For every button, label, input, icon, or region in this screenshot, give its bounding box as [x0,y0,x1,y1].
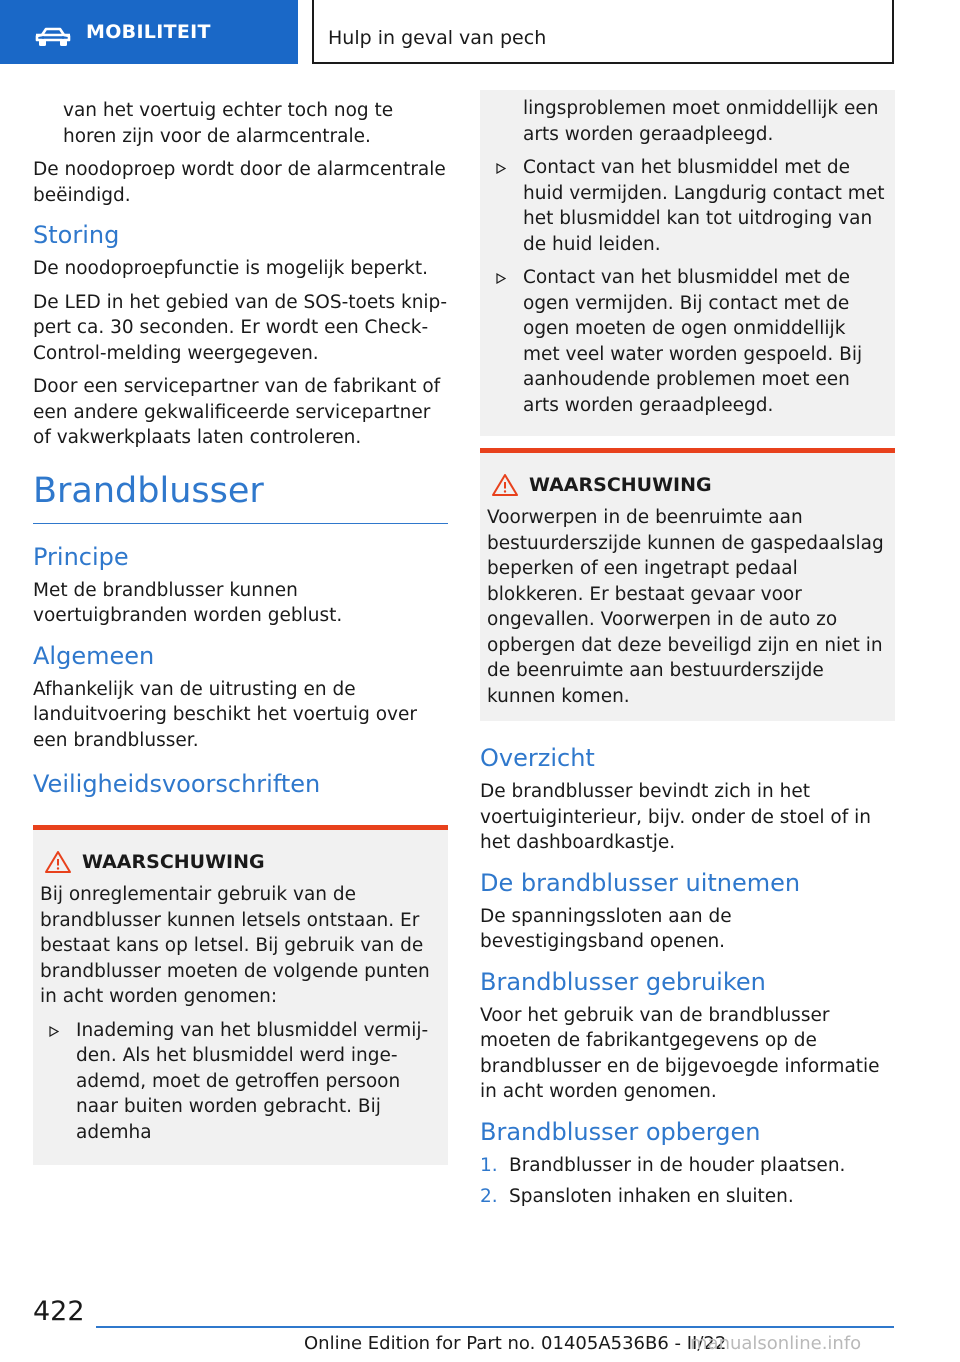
warning-box [33,825,448,1165]
continued-text: van het voertuig echter toch nog te horen zijn voor de alarmcentrale. [63,100,394,147]
subheading-gebruiken: Brandblusser gebruiken [480,967,766,996]
right-column [480,98,895,1216]
step-item: 2. Spansloten inhaken en sluiten. [480,1186,794,1207]
section-tab [0,0,298,64]
list-item: Inademing van het blusmiddel vermijden. Als het blusmiddel werd ingeademd, moet de getroffen persoon naar buiten worden gebracht. Bij ademha [40,1018,438,1146]
warning-box-continued [480,90,895,436]
subheading-veiligheid: Veiligheidsvoorschriften [33,770,321,798]
subheading-overzicht: Overzicht [480,744,595,772]
paragraph: De spanningssloten aan de bevestigingsband openen. [480,905,732,952]
paragraph: Met de brandblusser kunnen voertuigbranden worden geblust. [33,579,343,626]
edition-text: Online Edition for Part no. 01405A536B6 - II/22 [304,1333,727,1354]
paragraph: De LED in het gebied van de SOS-toets knippert ca. 30 seconden. Er wordt een Check-Control-melding weergegeven. [33,291,447,364]
triangle-bullet-icon [496,163,506,174]
warning-header [40,850,438,874]
warning-title: WAARSCHUWING [529,474,712,496]
footer-divider [96,1326,894,1328]
warning-text: Voorwerpen in de beenruimte aan bestuurderszijde kunnen de gaspedaalslag beperken of een ingetrapt pedaal blokkeren. Er bestaat gevaar voor ongevallen. Voorwerpen in de auto zo opbergen dat deze beveiligd zijn en niet in de beenruimte aan bestuurderszijde kunnen komen. [487,507,884,707]
section-title: MOBILITEIT [86,21,211,43]
paragraph: Voor het gebruik van de brandblusser moeten de fabrikantgegevens op de brandblusser en de bijgevoegde informatie in acht worden genomen. [480,1004,880,1102]
paragraph: Door een servicepartner van de fabrikant of een andere gekwalificeerde servicepartner of vakwerkplaats laten controleren. [33,376,441,448]
warning-list [487,155,885,418]
main-heading: Brandblusser [33,469,448,524]
subheading-storing: Storing [33,221,120,249]
paragraph: De noodoproep wordt door de alarmcentrale beëindigd. [33,159,446,206]
warning-title: WAARSCHUWING [82,851,265,873]
subheading-opbergen: Brandblusser opbergen [480,1117,761,1146]
page-number: 422 [33,1296,85,1327]
warning-list [40,1018,438,1146]
triangle-bullet-icon [496,273,506,284]
subheading-uitnemen: De brandblusser uitnemen [480,868,801,897]
step-item: 1. Brandblusser in de houder plaatsen. [480,1154,846,1176]
paragraph: De brandblusser bevindt zich in het voertuiginterieur, bijv. onder de stoel of in het dashboardkastje. [480,781,871,853]
left-column [33,98,448,1165]
subheading-algemeen: Algemeen [33,641,155,670]
paragraph: De noodoproepfunctie is mogelijk beperkt. [33,258,428,279]
subheading-principe: Principe [33,542,129,571]
warning-header [487,473,885,497]
watermark: manualsonline.info [690,1333,862,1354]
chapter-header [312,0,894,64]
paragraph: Afhankelijk van de uitrusting en de landuitvoering beschikt het voertuig over een brandblusser. [33,678,417,751]
list-item: Contact van het blusmiddel met de huid vermijden. Langdurig contact met het blusmiddel kan tot uitdroging van de huid leiden. [487,155,885,257]
warning-box [480,448,895,721]
car-icon [34,26,72,48]
continued-list-text: lingsproblemen moet onmiddellijk een arts worden geraadpleegd. [523,98,879,145]
warning-text: Bij onreglementair gebruik van de brandblusser kunnen letsels ontstaan. Er bestaat kans op letsel. Bij gebruik van de brandblusser moeten de volgende punten in acht worden genomen: [40,884,430,1007]
list-item: Contact van het blusmiddel met de ogen vermijden. Bij contact met de ogen moeten de ogen onmiddellijk met veel water worden gespoeld. Bij aanhoudende problemen moet een arts worden geraadpleegd. [487,265,885,418]
warning-triangle-icon [44,850,72,874]
triangle-bullet-icon [49,1026,59,1037]
chapter-title: Hulp in geval van pech [328,27,547,49]
steps-list [480,1153,895,1210]
warning-triangle-icon [491,473,519,497]
